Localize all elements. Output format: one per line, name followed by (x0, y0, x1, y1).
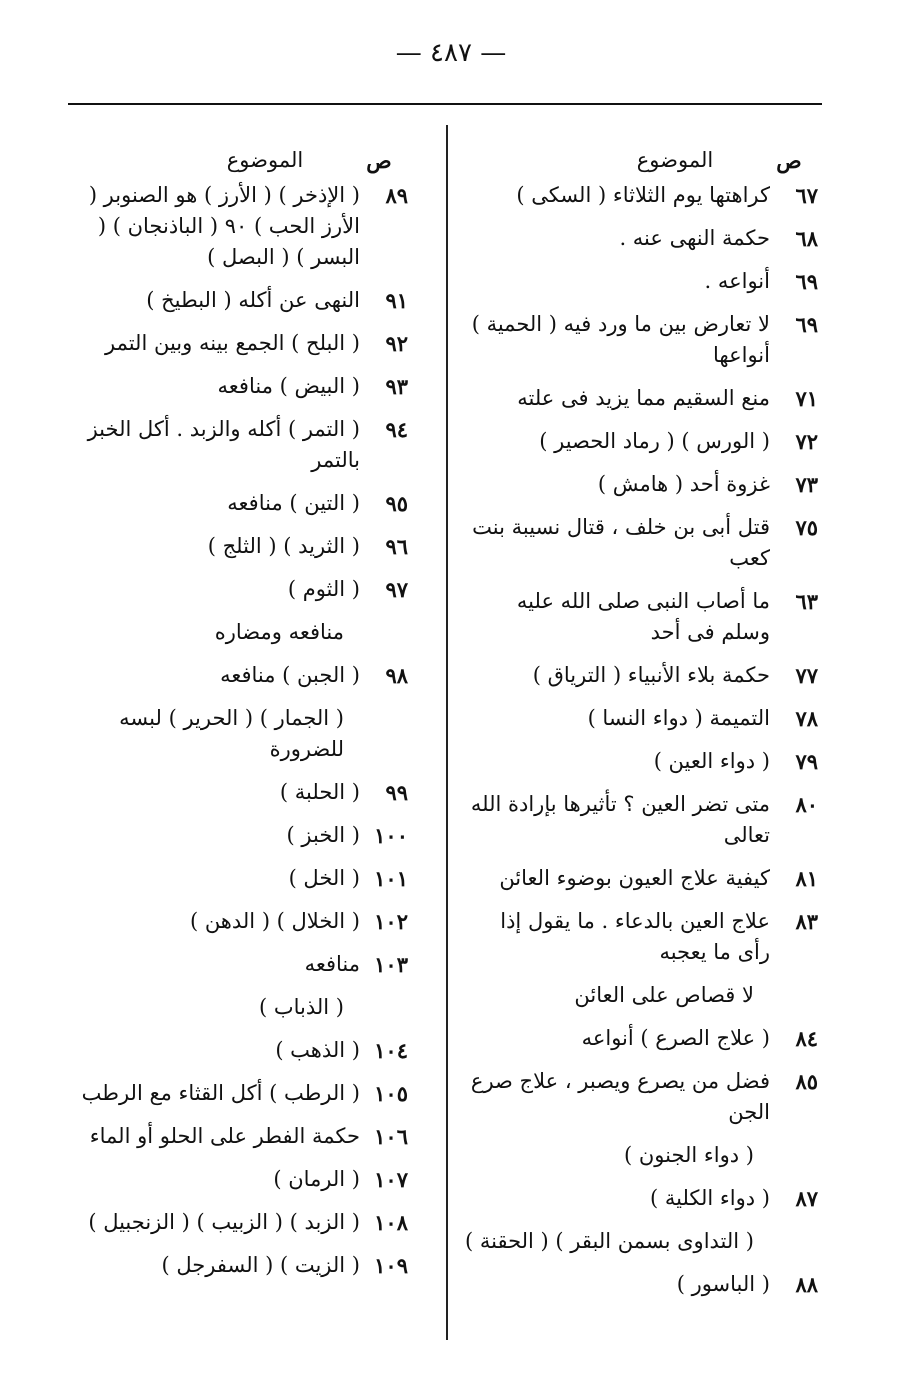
entry-page-number: ٨٧ (795, 1186, 818, 1211)
index-entry (48, 777, 408, 808)
right-entries (462, 180, 818, 1300)
index-entry (462, 1140, 818, 1171)
topic-column-heading: الموضوع (636, 147, 714, 172)
entry-page-number: ٦٩ (795, 269, 818, 294)
entry-topic: ( الحلبة ) (279, 780, 360, 804)
entry-topic: ( دواء الكلية ) (650, 1186, 770, 1210)
entry-page-number: ٩٥ (385, 491, 408, 516)
entry-page-number: ٩٨ (385, 663, 408, 688)
entry-topic: ( الخل ) (288, 866, 360, 890)
entry-topic: ( الرمان ) (273, 1167, 360, 1191)
entry-page-number: ٧٧ (795, 663, 818, 688)
index-entry (48, 488, 408, 519)
index-entry (48, 1164, 408, 1195)
entry-page-number: ١٠٩ (374, 1253, 408, 1278)
entry-page-number: ٨٠ (795, 792, 818, 817)
entry-topic: التميمة ( دواء النسا ) (587, 706, 770, 730)
index-entry (48, 1207, 408, 1238)
entry-page-number: ٩٤ (385, 417, 408, 442)
entry-topic: ( الثوم ) (287, 577, 360, 601)
entry-page-number: ٧٩ (795, 749, 818, 774)
entry-page-number: ٨٤ (795, 1026, 818, 1051)
entry-topic: ( الباسور ) (676, 1272, 770, 1296)
index-entry (48, 1035, 408, 1066)
entry-page-number: ٦٨ (795, 226, 818, 251)
entry-page-number: ٨٩ (385, 183, 408, 208)
index-entry (462, 1226, 818, 1257)
entry-page-number: ١٠١ (374, 866, 408, 891)
left-entries (48, 180, 408, 1281)
entry-page-number: ٦٩ (795, 312, 818, 337)
index-entry (462, 180, 818, 211)
index-entry (48, 531, 408, 562)
entry-page-number: ٩٣ (385, 374, 408, 399)
index-entry (48, 992, 408, 1023)
entry-topic: ( التين ) منافعه (227, 491, 360, 515)
entry-topic: كراهتها يوم الثلاثاء ( السكى ) (516, 183, 770, 207)
entry-page-number: ٨١ (795, 866, 818, 891)
index-entry (462, 426, 818, 457)
index-entry (48, 703, 408, 765)
index-entry (462, 469, 818, 500)
index-entry (462, 1183, 818, 1214)
entry-page-number: ٦٧ (795, 183, 818, 208)
entry-topic: ( الزيت ) ( السفرجل ) (161, 1253, 360, 1277)
entry-page-number: ٩١ (385, 288, 408, 313)
entry-topic: النهى عن أكله ( البطيخ ) (146, 288, 360, 312)
entry-topic: ( الثريد ) ( الثلج ) (207, 534, 360, 558)
entry-page-number: ٧٣ (795, 472, 818, 497)
entry-topic: غزوة أحد ( هامش ) (597, 472, 770, 496)
header-rule (68, 103, 822, 105)
entry-topic: ( التمر ) أكله والزبد . أكل الخبز بالتمر (87, 417, 360, 472)
entry-topic: ( علاج الصرع ) أنواعه (581, 1026, 770, 1050)
entry-page-number: ١٠٧ (374, 1167, 408, 1192)
index-entry (462, 980, 818, 1011)
entry-topic: ( الخلال ) ( الدهن ) (189, 909, 360, 933)
page-number: — ٤٨٧ — (395, 38, 507, 68)
index-entry (48, 1250, 408, 1281)
entry-page-number: ٧٢ (795, 429, 818, 454)
index-entry (462, 512, 818, 574)
index-entry (48, 863, 408, 894)
entry-topic: أنواعه . (704, 269, 770, 293)
column-divider (446, 125, 448, 1340)
right-column-header (462, 140, 818, 180)
entry-topic: ( التداوى بسمن البقر ) ( الحقنة ) (465, 1229, 754, 1253)
entry-page-number: ٦٣ (795, 589, 818, 614)
entry-topic: حكمة النهى عنه . (619, 226, 770, 250)
left-index-column (48, 140, 408, 1293)
index-entry (462, 223, 818, 254)
entry-topic: فضل من يصرع ويصبر ، علاج صرع الجن (470, 1069, 770, 1124)
index-entry (462, 789, 818, 851)
entry-page-number: ٨٨ (795, 1272, 818, 1297)
entry-page-number: ٩٢ (385, 331, 408, 356)
entry-topic: ( البيض ) منافعه (217, 374, 360, 398)
entry-page-number: ١٠٠ (374, 823, 408, 848)
index-entry (48, 180, 408, 273)
entry-page-number: ٧٨ (795, 706, 818, 731)
entry-page-number: ١٠٨ (374, 1210, 408, 1235)
entry-topic: ( الذباب ) (258, 995, 344, 1019)
entry-topic: منافعه (304, 952, 360, 976)
entry-page-number: ٧١ (795, 386, 818, 411)
entry-page-number: ٩٦ (385, 534, 408, 559)
index-entry (462, 660, 818, 691)
entry-topic: ( البلح ) الجمع بينه وبين التمر (104, 331, 360, 355)
entry-topic: ( دواء العين ) (653, 749, 770, 773)
entry-topic: منع السقيم مما يزيد فى علته (517, 386, 770, 410)
index-entry (48, 1078, 408, 1109)
entry-topic: ( دواء الجنون ) (623, 1143, 754, 1167)
entry-page-number: ١٠٦ (374, 1124, 408, 1149)
index-entry (48, 617, 408, 648)
entry-page-number: ١٠٤ (374, 1038, 408, 1063)
topic-column-heading: الموضوع (226, 147, 304, 172)
entry-page-number: ٨٥ (795, 1069, 818, 1094)
entry-topic: ( الجمار ) ( الحرير ) لبسه للضرورة (119, 706, 344, 761)
index-entry (462, 266, 818, 297)
entry-topic: ( الجبن ) منافعه (220, 663, 360, 687)
entry-topic: ( الورس ) ( رماد الحصير ) (539, 429, 770, 453)
left-column-header (48, 140, 408, 180)
index-entry (48, 660, 408, 691)
entry-topic: منافعه ومضاره (214, 620, 344, 644)
entry-topic: ( الرطب ) أكل القثاء مع الرطب (81, 1081, 360, 1105)
index-entry (462, 1023, 818, 1054)
index-entry (462, 1269, 818, 1300)
entry-page-number: ٧٥ (795, 515, 818, 540)
index-entry (462, 586, 818, 648)
entry-page-number: ١٠٣ (374, 952, 408, 977)
index-entry (462, 309, 818, 371)
entry-topic: حكمة الفطر على الحلو أو الماء (89, 1124, 360, 1148)
index-entry (48, 285, 408, 316)
index-entry (48, 328, 408, 359)
entry-topic: لا تعارض بين ما ورد فيه ( الحمية ) أنواعها (471, 312, 770, 367)
entry-topic: حكمة بلاء الأنبياء ( الترياق ) (532, 663, 770, 687)
entry-topic: ( الزبد ) ( الزبيب ) ( الزنجبيل ) (88, 1210, 360, 1234)
entry-topic: كيفية علاج العيون بوضوء العائن (499, 866, 770, 890)
entry-page-number: ٩٧ (385, 577, 408, 602)
entry-topic: لا قصاص على العائن (574, 983, 754, 1007)
entry-page-number: ١٠٥ (374, 1081, 408, 1106)
index-entry (48, 820, 408, 851)
index-entry (462, 906, 818, 968)
entry-topic: علاج العين بالدعاء . ما يقول إذا رأى ما يعجبه (500, 909, 770, 964)
entry-topic: قتل أبى بن خلف ، قتال نسيبة بنت كعب (472, 515, 770, 570)
entry-topic: ما أصاب النبى صلى الله عليه وسلم فى أحد (516, 589, 770, 644)
index-entry (462, 383, 818, 414)
index-entry (48, 1121, 408, 1152)
index-entry (462, 746, 818, 777)
index-entry (462, 1066, 818, 1128)
right-index-column (462, 140, 818, 1312)
index-entry (48, 414, 408, 476)
page-column-heading: ص (366, 147, 392, 173)
entry-topic: متى تضر العين ؟ تأثيرها بإرادة الله تعالى (470, 792, 770, 847)
entry-topic: ( الإذخر ) ( الأرز ) هو الصنوبر ( الأرز الحب ) ٩٠ ( الباذنجان ) ( البسر ) ( البصل ) (88, 183, 360, 269)
page-column-heading: ص (776, 147, 802, 173)
entry-page-number: ٨٣ (795, 909, 818, 934)
index-entry (462, 703, 818, 734)
entry-page-number: ٩٩ (385, 780, 408, 805)
index-entry (48, 949, 408, 980)
index-entry (48, 574, 408, 605)
index-entry (48, 371, 408, 402)
index-entry (462, 863, 818, 894)
index-entry (48, 906, 408, 937)
entry-topic: ( الذهب ) (275, 1038, 360, 1062)
entry-topic: ( الخبز ) (286, 823, 360, 847)
entry-page-number: ١٠٢ (374, 909, 408, 934)
